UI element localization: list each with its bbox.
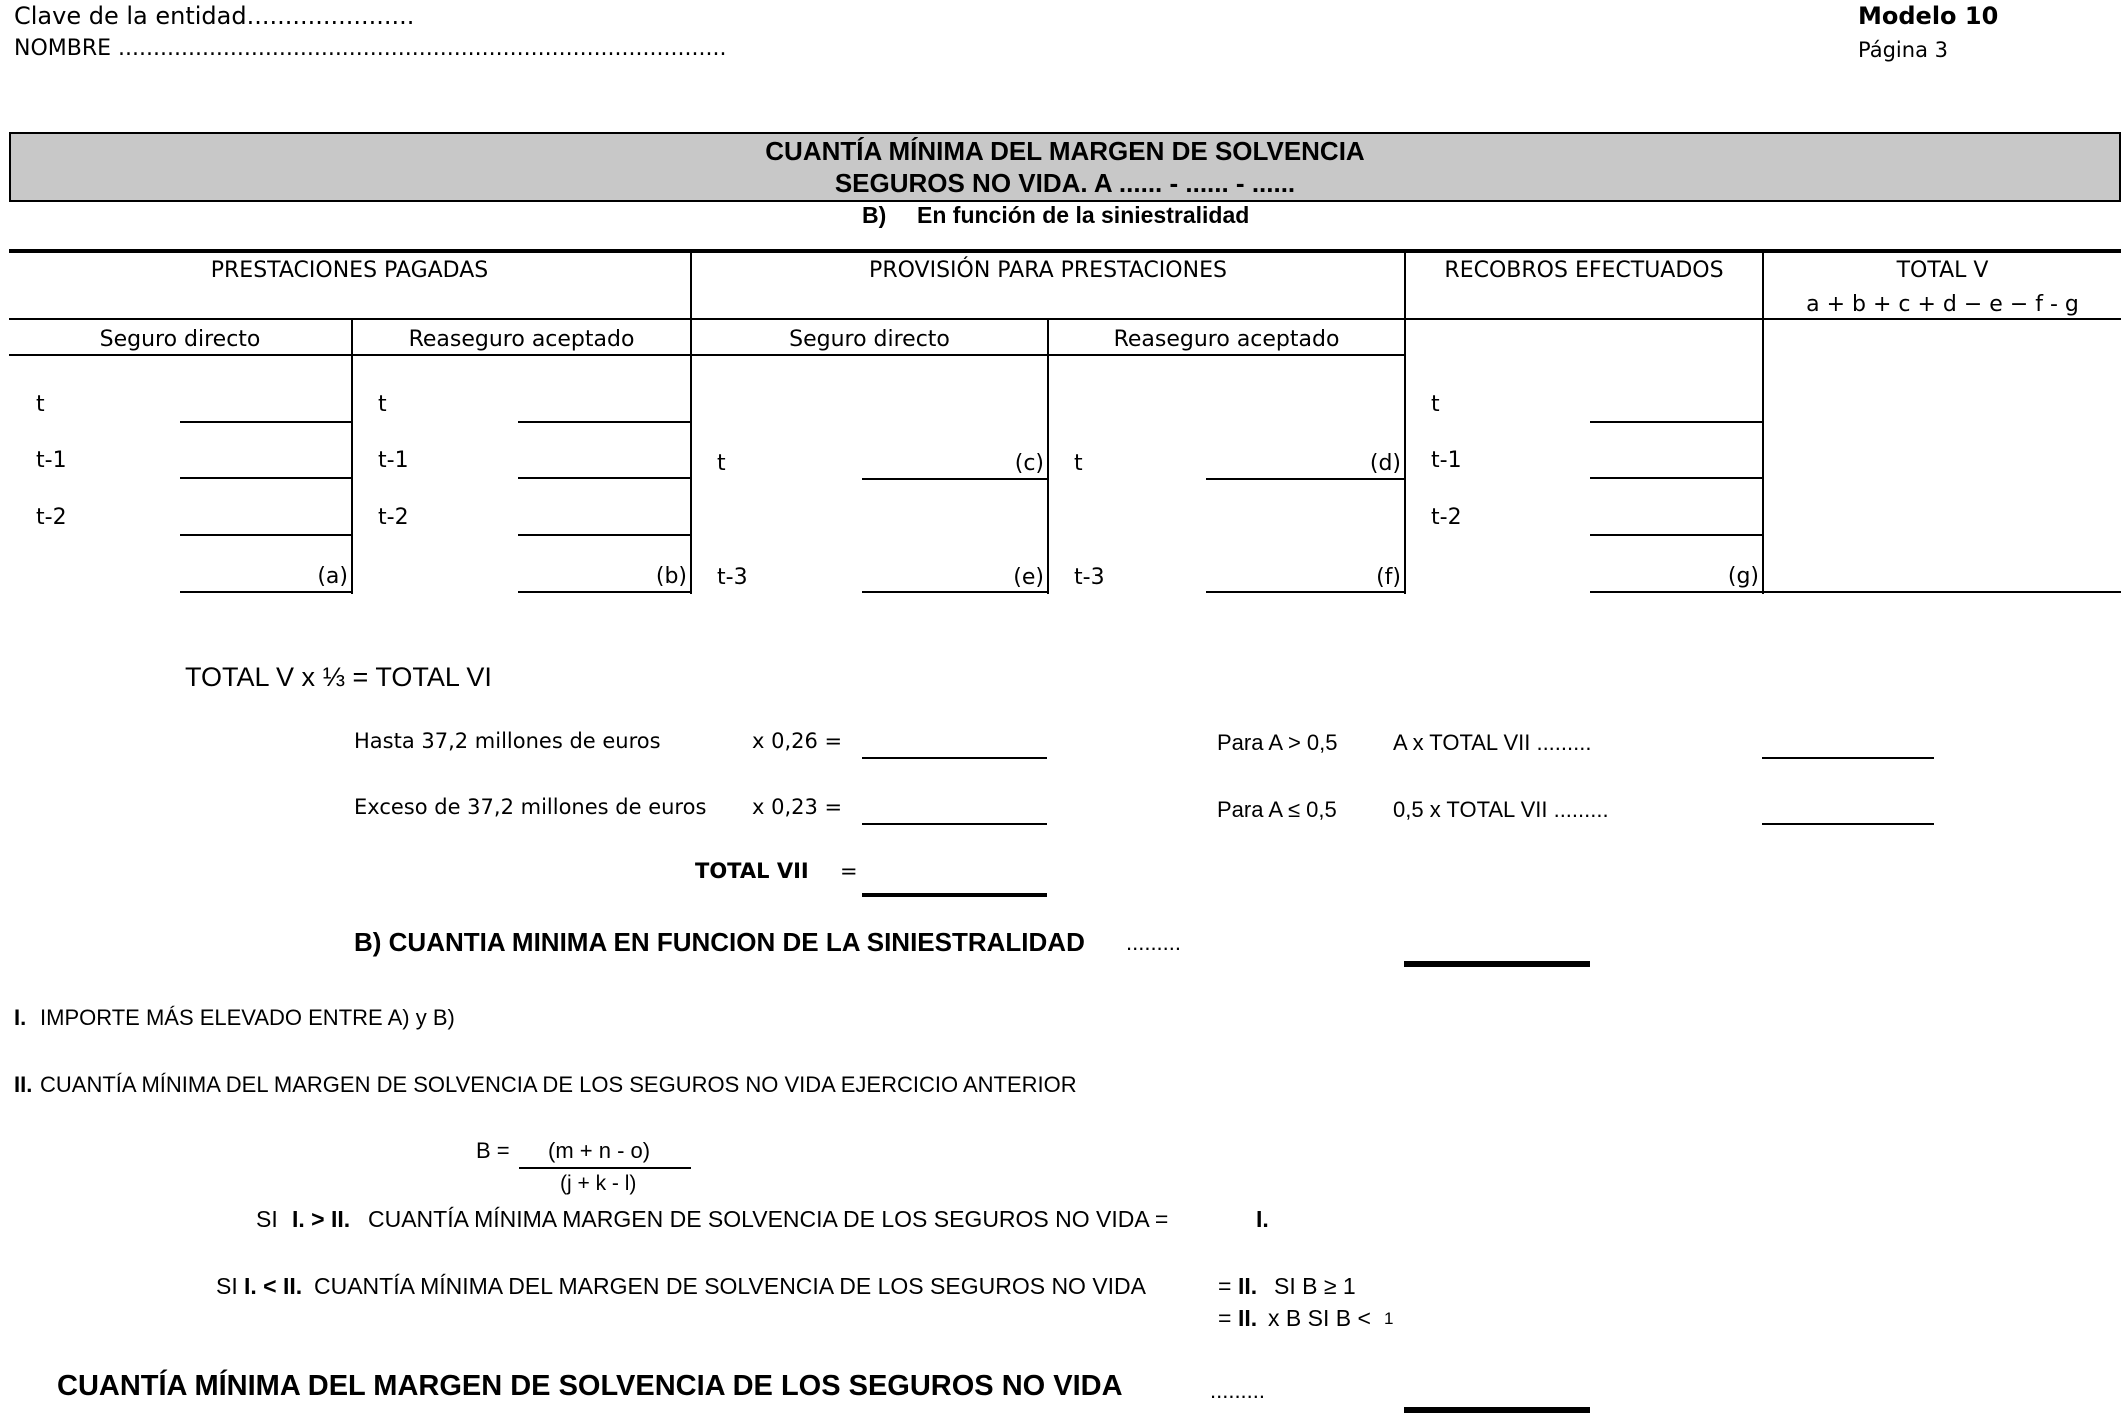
b-numerator: (m + n - o) — [548, 1138, 651, 1163]
exceso-label: Exceso de 37,2 millones de euros — [354, 795, 707, 819]
row-label-t: t — [1431, 392, 1440, 417]
header-provision: PROVISIÓN PARA PRESTACIONES — [869, 258, 1227, 283]
subtitle-letter: B) — [862, 202, 887, 228]
blank-line[interactable] — [1590, 477, 1762, 479]
col-divider-sub-2 — [1047, 320, 1049, 594]
hasta-factor: x 0,26 = — [752, 729, 843, 753]
title-line-2: SEGUROS NO VIDA. A ...... - ...... - ...... — [834, 168, 1296, 198]
a-x-total-vii: A x TOTAL VII ......... — [1393, 730, 1592, 755]
para-a-gt-result-line[interactable] — [1762, 757, 1934, 759]
label-a: (a) — [317, 564, 348, 589]
header-recobros: RECOBROS EFECTUADOS — [1444, 258, 1724, 283]
label-f: (f) — [1376, 565, 1401, 590]
si-lt-result-1-bold: II. — [1238, 1273, 1258, 1299]
blank-line[interactable] — [862, 478, 1047, 480]
subtitle: En función de la siniestralidad — [917, 202, 1250, 228]
col-divider-sub-1 — [351, 320, 353, 594]
table-subheader-rule — [9, 354, 1404, 356]
label-b: (b) — [655, 564, 687, 589]
total-line-g[interactable] — [1590, 591, 1762, 593]
si-lt-result-1-eq: = — [1218, 1273, 1232, 1299]
si-lt-result-2-bold: II. — [1238, 1305, 1258, 1331]
hasta-result-line[interactable] — [862, 757, 1047, 759]
b-cuantia-minima: B) CUANTIA MINIMA EN FUNCION DE LA SINIESTRALIDAD — [354, 927, 1085, 957]
si-lt-prefix: SI — [216, 1273, 238, 1299]
final-cuantia-dots: ......... — [1210, 1378, 1266, 1403]
entity-name-label: NOMBRE ....................................................................................... — [14, 36, 727, 61]
si-gt-result: I. — [1256, 1206, 1269, 1232]
si-lt-result-2-one: 1 — [1384, 1309, 1394, 1328]
row-label-t1: t-1 — [378, 448, 409, 473]
total-v-line[interactable] — [1764, 591, 2121, 593]
row-label-t: t — [36, 392, 45, 417]
blank-line[interactable] — [518, 477, 690, 479]
total-vii-label: TOTAL VII — [695, 859, 809, 883]
col-divider-2 — [1404, 252, 1406, 594]
row-label-t2: t-2 — [378, 505, 409, 530]
fraction-bar — [519, 1167, 691, 1169]
label-e: (e) — [1013, 565, 1044, 590]
label-g: (g) — [1727, 564, 1759, 589]
subheader-reaseguro-2: Reaseguro aceptado — [1113, 327, 1340, 352]
para-a-le-result-line[interactable] — [1762, 823, 1934, 825]
para-a-gt-label: Para A > 0,5 — [1217, 730, 1338, 755]
i-text: IMPORTE MÁS ELEVADO ENTRE A) y B) — [40, 1005, 455, 1030]
subheader-reaseguro-1: Reaseguro aceptado — [408, 327, 635, 352]
si-lt-result-1-cond: SI B ≥ 1 — [1274, 1273, 1356, 1299]
header-prestaciones: PRESTACIONES PAGADAS — [210, 258, 489, 283]
b-denominator: (j + k - l) — [560, 1172, 637, 1195]
label-c: (c) — [1014, 451, 1044, 476]
label-d: (d) — [1369, 451, 1401, 476]
b-cuantia-result-line[interactable] — [1404, 961, 1590, 967]
b-equation-label: B = — [476, 1138, 510, 1163]
b-cuantia-dots: ......... — [1126, 930, 1182, 955]
header-total-v: TOTAL V — [1896, 258, 1989, 283]
para-a-le-label: Para A ≤ 0,5 — [1217, 797, 1337, 822]
exceso-factor: x 0,23 = — [752, 795, 843, 819]
blank-line[interactable] — [518, 534, 690, 536]
total-line-a[interactable] — [180, 591, 351, 593]
row-label-t: t — [378, 392, 387, 417]
total-vii-eq: = — [840, 859, 858, 883]
row-label-t2: t-2 — [1431, 505, 1462, 530]
blank-line[interactable] — [862, 591, 1047, 593]
total-line-b[interactable] — [518, 591, 690, 593]
total-vii-line[interactable] — [862, 893, 1047, 897]
si-gt-text: CUANTÍA MÍNIMA MARGEN DE SOLVENCIA DE LOS SEGUROS NO VIDA = — [368, 1206, 1169, 1232]
si-lt-result-2-cond: x B SI B < — [1268, 1305, 1371, 1331]
total-v-formula: a + b + c + d − e − f - g — [1806, 292, 2079, 317]
ii-label: II. — [14, 1072, 33, 1097]
si-lt-result-2-eq: = — [1218, 1305, 1232, 1331]
row-label-t3: t-3 — [717, 565, 748, 590]
si-lt-condition: I. < II. — [244, 1273, 303, 1299]
model-number: Modelo 10 — [1858, 2, 1999, 30]
subheader-seguro-directo-2: Seguro directo — [789, 327, 950, 352]
blank-line[interactable] — [1206, 478, 1404, 480]
entity-key-label: Clave de la entidad...................... — [14, 2, 415, 30]
si-lt-text: CUANTÍA MÍNIMA DEL MARGEN DE SOLVENCIA DE LOS SEGUROS NO VIDA — [314, 1273, 1147, 1299]
row-label-t3: t-3 — [1074, 565, 1105, 590]
si-gt-condition: I. > II. — [292, 1206, 351, 1232]
page-number: Página 3 — [1858, 38, 1948, 62]
table-top-rule — [9, 249, 2121, 253]
i-label: I. — [14, 1005, 27, 1030]
row-label-t1: t-1 — [36, 448, 67, 473]
blank-line[interactable] — [1590, 534, 1762, 536]
blank-line[interactable] — [518, 421, 690, 423]
row-label-t: t — [1074, 451, 1083, 476]
blank-line[interactable] — [180, 477, 351, 479]
col-divider-1 — [690, 252, 692, 594]
row-label-t2: t-2 — [36, 505, 67, 530]
row-label-t1: t-1 — [1431, 448, 1462, 473]
si-gt-prefix: SI — [256, 1206, 278, 1232]
blank-line[interactable] — [1590, 421, 1762, 423]
half-x-total-vii: 0,5 x TOTAL VII ......... — [1393, 797, 1609, 822]
row-label-t: t — [717, 451, 726, 476]
subheader-seguro-directo-1: Seguro directo — [99, 327, 261, 352]
blank-line[interactable] — [180, 534, 351, 536]
final-cuantia-label: CUANTÍA MÍNIMA DEL MARGEN DE SOLVENCIA DE LOS SEGUROS NO VIDA — [57, 1370, 1123, 1402]
table-header-rule — [9, 318, 2121, 320]
hasta-label: Hasta 37,2 millones de euros — [354, 729, 661, 753]
exceso-result-line[interactable] — [862, 823, 1047, 825]
title-line-1: CUANTÍA MÍNIMA DEL MARGEN DE SOLVENCIA — [765, 136, 1365, 166]
total-vi-formula: TOTAL V x ⅓ = TOTAL VI — [185, 662, 492, 692]
blank-line[interactable] — [180, 421, 351, 423]
final-cuantia-result-line[interactable] — [1404, 1407, 1590, 1413]
blank-line[interactable] — [1206, 591, 1404, 593]
ii-text: CUANTÍA MÍNIMA DEL MARGEN DE SOLVENCIA DE LOS SEGUROS NO VIDA EJERCICIO ANTERIOR — [40, 1072, 1077, 1097]
